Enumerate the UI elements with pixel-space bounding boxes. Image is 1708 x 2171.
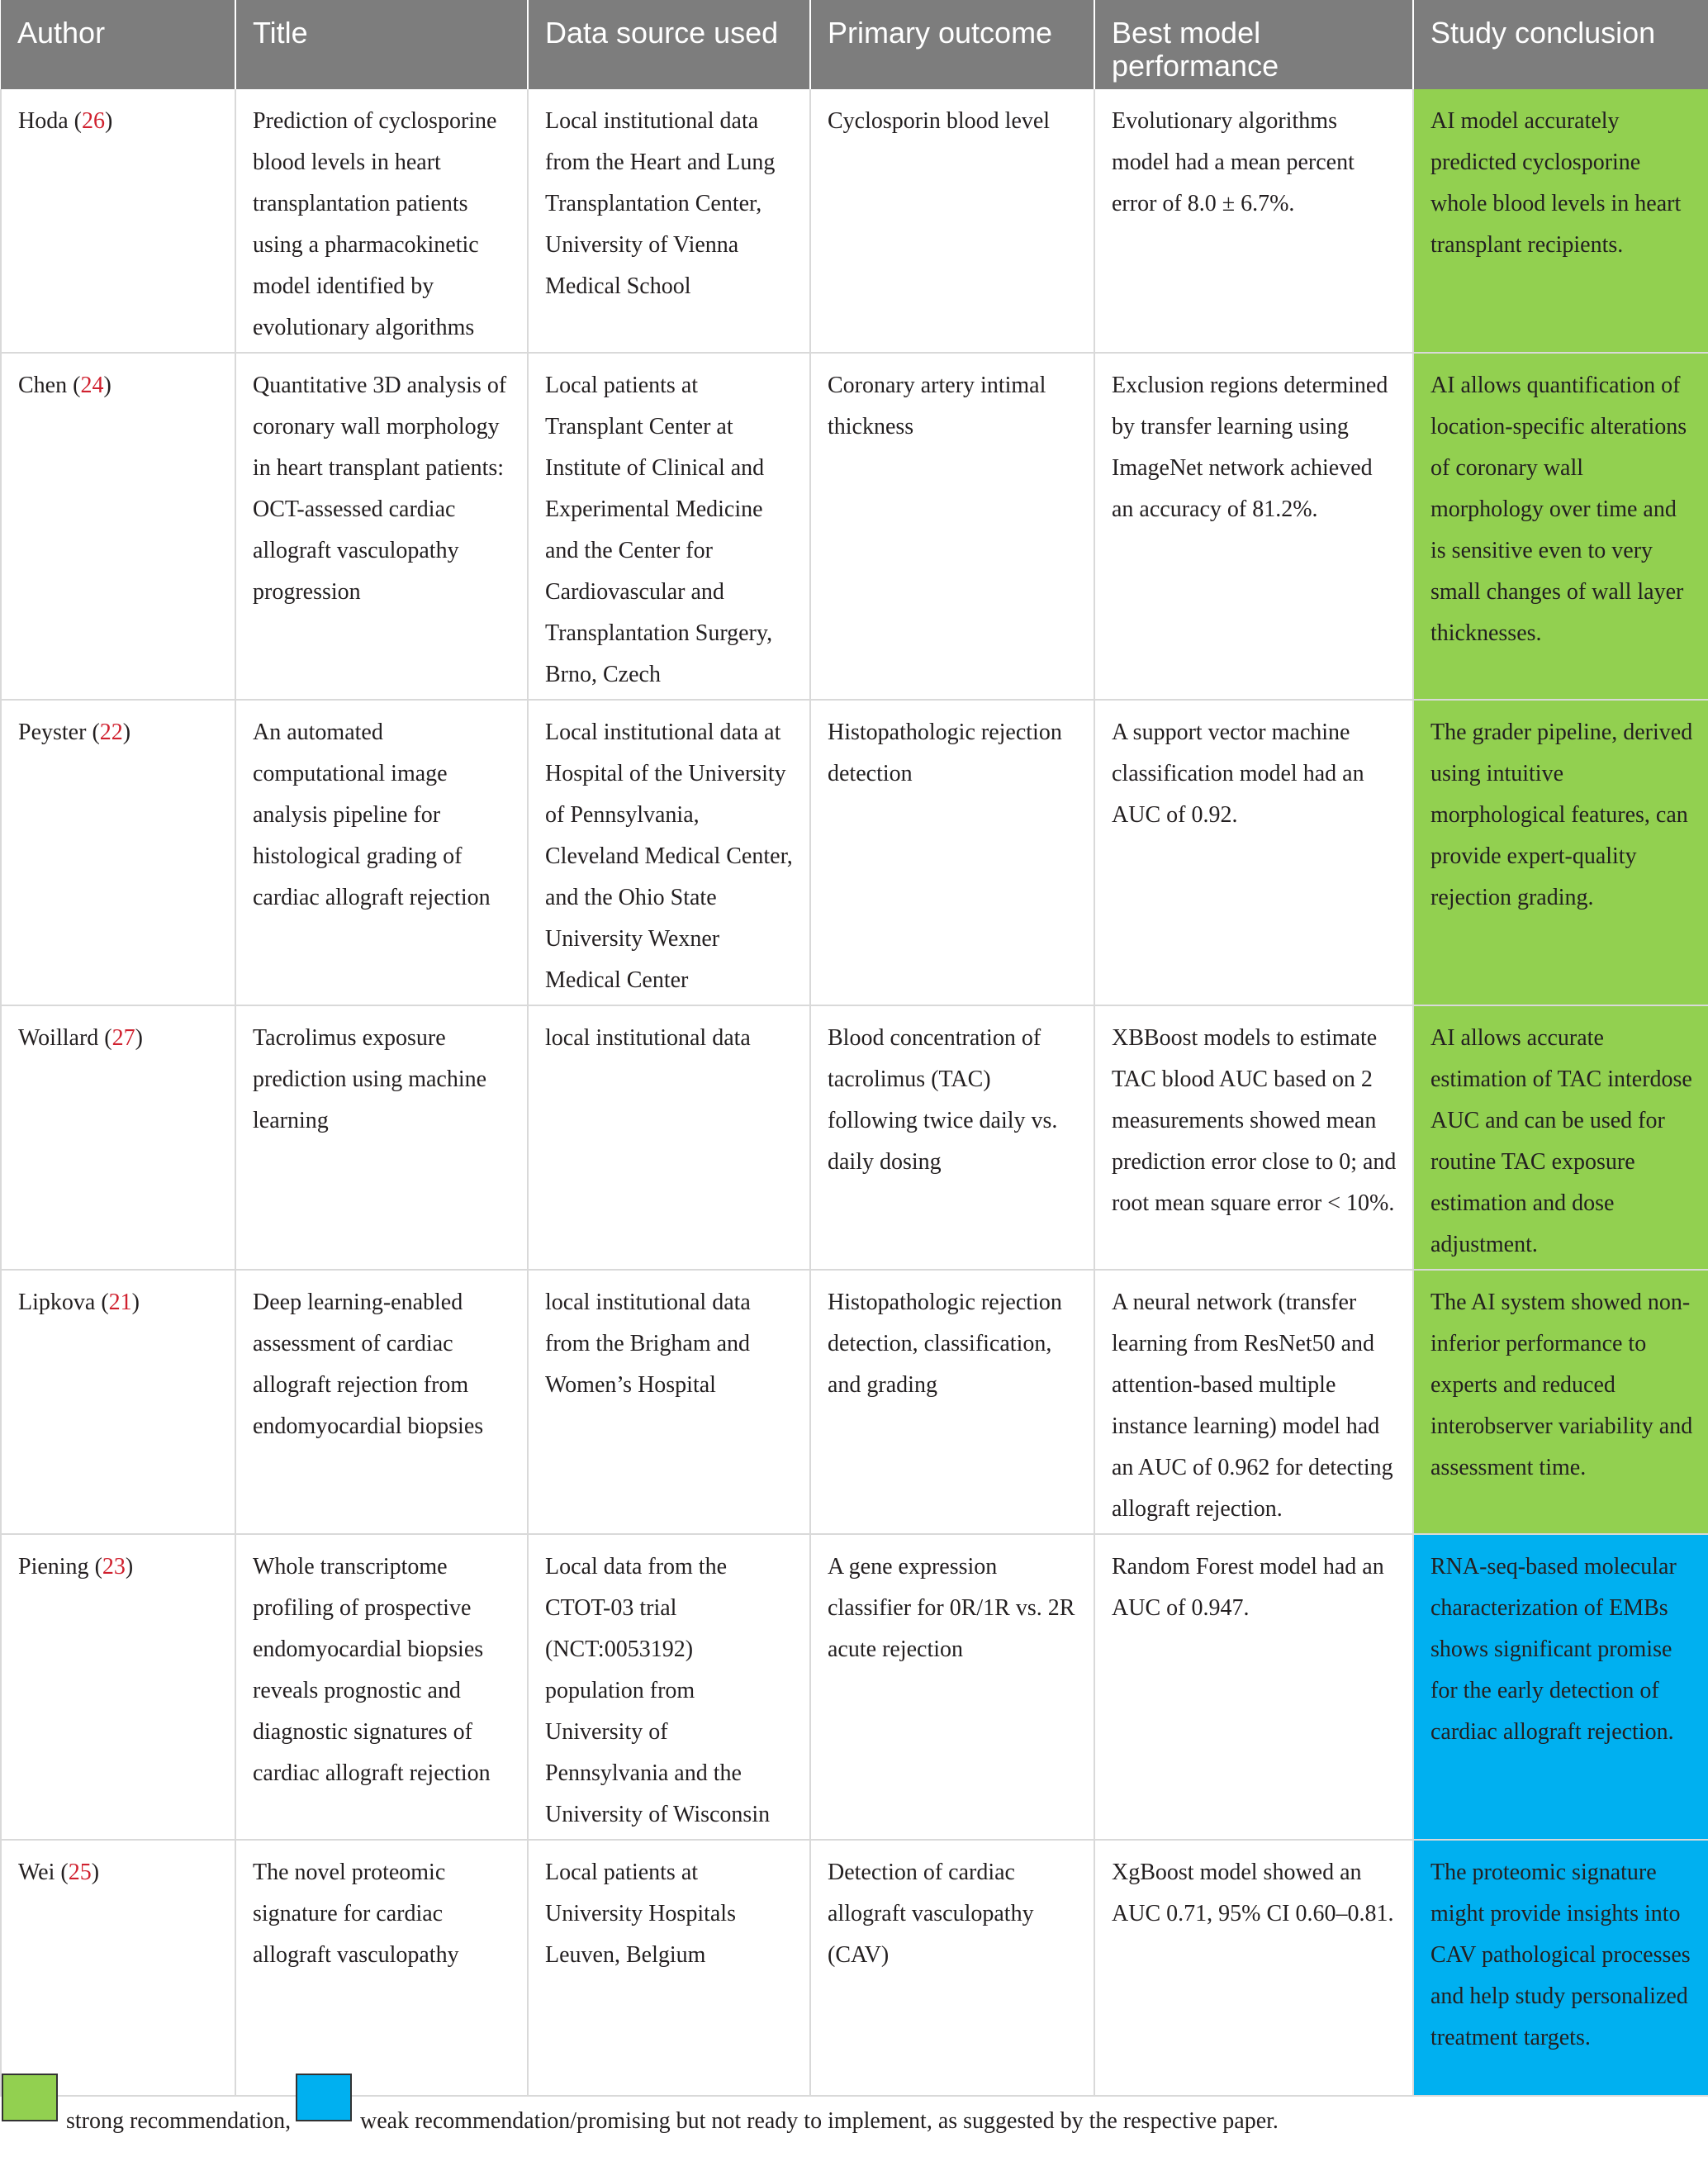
data-source-cell: Local patients at University Hospitals Leuven, Belgium (528, 1840, 810, 2096)
reference-link[interactable]: 22 (99, 720, 123, 745)
data-source-cell: Local data from the CTOT-03 trial (NCT:0053192) population from University of Pennsylvania and the University of Wisconsin (528, 1534, 810, 1840)
table-row (1, 1534, 1708, 1840)
primary-outcome-cell: Cyclosporin blood level (810, 89, 1094, 353)
conclusion-cell: AI allows quantification of location-specific alterations of coronary wall morphology over time and is sensitive even to very small changes of wall layer thicknesses. (1413, 353, 1708, 700)
table-row (1, 353, 1708, 700)
performance-cell: Evolutionary algorithms model had a mean percent error of 8.0 ± 6.7%. (1094, 89, 1413, 353)
conclusion-cell: AI allows accurate estimation of TAC interdose AUC and can be used for routine TAC exposure estimation and dose adjustment. (1413, 1005, 1708, 1270)
author-cell: Peyster (22) (1, 700, 235, 1005)
author-cell: Wei (25) (1, 1840, 235, 2096)
primary-outcome-cell: Detection of cardiac allograft vasculopathy (CAV) (810, 1840, 1094, 2096)
header-study-conclusion: Study conclusion (1413, 0, 1708, 89)
strong-recommendation-label: strong recommendation, (66, 2108, 292, 2134)
conclusion-cell: The AI system showed non-inferior performance to experts and reduced interobserver variability and assessment time. (1413, 1270, 1708, 1534)
title-cell: Whole transcriptome profiling of prospective endomyocardial biopsies reveals prognostic and diagnostic signatures of cardiac allograft rejection (235, 1534, 528, 1840)
table-header-row (1, 0, 1708, 89)
performance-cell: Exclusion regions determined by transfer learning using ImageNet network achieved an accuracy of 81.2%. (1094, 353, 1413, 700)
author-cell: Lipkova (21) (1, 1270, 235, 1534)
author-cell: Hoda (26) (1, 89, 235, 353)
recommendation-legend (0, 2072, 1708, 2163)
weak-recommendation-label: weak recommendation/promising but not ready to implement, as suggested by the respective paper. (360, 2108, 1279, 2134)
reference-link[interactable]: 27 (111, 1025, 135, 1051)
author-name: Woillard (18, 1025, 99, 1051)
table-row (1, 1840, 1708, 2096)
header-author: Author (1, 0, 235, 89)
reference-link[interactable]: 24 (80, 373, 104, 398)
data-source-cell: Local patients at Transplant Center at Institute of Clinical and Experimental Medicine and the Center for Cardiovascular and Transplantation Surgery, Brno, Czech (528, 353, 810, 700)
data-source-cell: local institutional data (528, 1005, 810, 1270)
title-cell: Deep learning-enabled assessment of cardiac allograft rejection from endomyocardial biopsies (235, 1270, 528, 1534)
reference-link[interactable]: 21 (108, 1290, 132, 1315)
performance-cell: A support vector machine classification model had an AUC of 0.92. (1094, 700, 1413, 1005)
weak-recommendation-swatch (296, 2074, 352, 2121)
author-name: Peyster (18, 720, 87, 745)
title-cell: Tacrolimus exposure prediction using machine learning (235, 1005, 528, 1270)
author-cell: Woillard (27) (1, 1005, 235, 1270)
conclusion-cell: The grader pipeline, derived using intuitive morphological features, can provide expert-quality rejection grading. (1413, 700, 1708, 1005)
table-row (1, 89, 1708, 353)
author-name: Chen (18, 373, 68, 398)
author-name: Piening (18, 1554, 89, 1580)
performance-cell: XgBoost model showed an AUC 0.71, 95% CI 0.60–0.81. (1094, 1840, 1413, 2096)
performance-cell: A neural network (transfer learning from ResNet50 and attention-based multiple instance learning) model had an AUC of 0.962 for detecting allograft rejection. (1094, 1270, 1413, 1534)
primary-outcome-cell: A gene expression classifier for 0R/1R vs. 2R acute rejection (810, 1534, 1094, 1840)
data-source-cell: Local institutional data from the Heart and Lung Transplantation Center, University of Vienna Medical School (528, 89, 810, 353)
table-row (1, 1270, 1708, 1534)
table-body (1, 89, 1708, 2096)
title-cell: An automated computational image analysis pipeline for histological grading of cardiac allograft rejection (235, 700, 528, 1005)
title-cell: The novel proteomic signature for cardiac allograft vasculopathy (235, 1840, 528, 2096)
table-row (1, 700, 1708, 1005)
primary-outcome-cell: Histopathologic rejection detection (810, 700, 1094, 1005)
author-name: Lipkova (18, 1290, 96, 1315)
header-best-model-performance: Best model performance (1094, 0, 1413, 89)
data-source-cell: local institutional data from the Brigham and Women’s Hospital (528, 1270, 810, 1534)
primary-outcome-cell: Blood concentration of tacrolimus (TAC) following twice daily vs. daily dosing (810, 1005, 1094, 1270)
primary-outcome-cell: Coronary artery intimal thickness (810, 353, 1094, 700)
author-cell: Chen (24) (1, 353, 235, 700)
strong-recommendation-swatch (2, 2074, 58, 2121)
title-cell: Quantitative 3D analysis of coronary wall morphology in heart transplant patients: OCT-assessed cardiac allograft vasculopathy progression (235, 353, 528, 700)
author-cell: Piening (23) (1, 1534, 235, 1840)
header-title: Title (235, 0, 528, 89)
table-row (1, 1005, 1708, 1270)
author-name: Hoda (18, 108, 69, 134)
reference-link[interactable]: 23 (102, 1554, 126, 1580)
primary-outcome-cell: Histopathologic rejection detection, classification, and grading (810, 1270, 1094, 1534)
performance-cell: Random Forest model had an AUC of 0.947. (1094, 1534, 1413, 1840)
reference-link[interactable]: 26 (81, 108, 105, 134)
title-cell: Prediction of cyclosporine blood levels in heart transplantation patients using a pharmacokinetic model identified by evolutionary algorithms (235, 89, 528, 353)
reference-link[interactable]: 25 (68, 1860, 92, 1885)
author-name: Wei (18, 1860, 55, 1885)
header-primary-outcome: Primary outcome (810, 0, 1094, 89)
data-source-cell: Local institutional data at Hospital of the University of Pennsylvania, Cleveland Medical Center, and the Ohio State University Wexner Medical Center (528, 700, 810, 1005)
conclusion-cell: RNA-seq-based molecular characterization of EMBs shows significant promise for the early detection of cardiac allograft rejection. (1413, 1534, 1708, 1840)
header-data-source: Data source used (528, 0, 810, 89)
conclusion-cell: AI model accurately predicted cyclosporine whole blood levels in heart transplant recipients. (1413, 89, 1708, 353)
performance-cell: XBBoost models to estimate TAC blood AUC based on 2 measurements showed mean prediction error close to 0; and root mean square error < 10%. (1094, 1005, 1413, 1270)
conclusion-cell: The proteomic signature might provide insights into CAV pathological processes and help study personalized treatment targets. (1413, 1840, 1708, 2096)
